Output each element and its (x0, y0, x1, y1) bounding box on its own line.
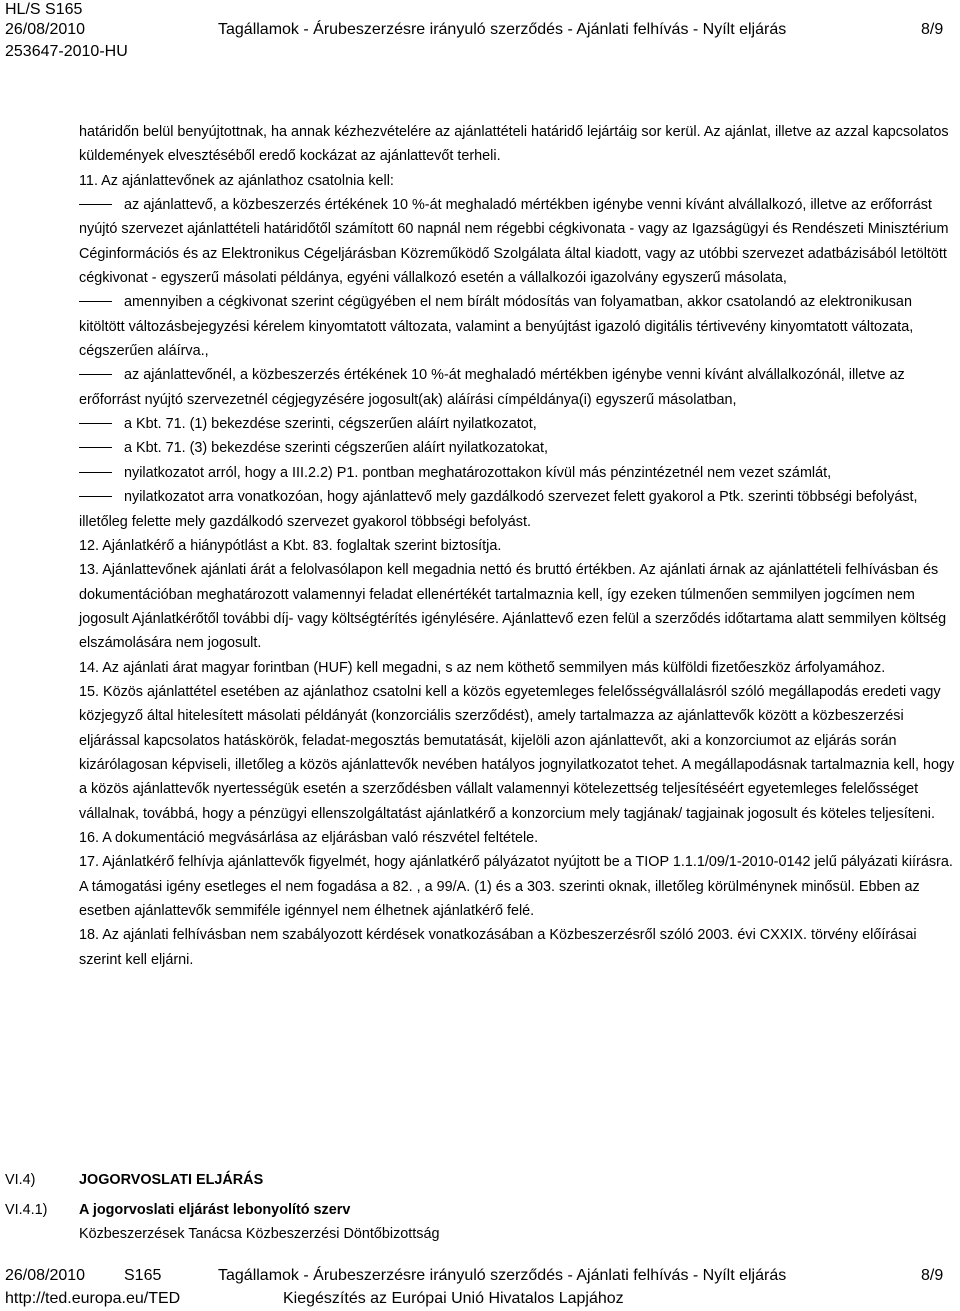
header-series: HL/S S165 (5, 1, 83, 18)
paragraph: 11. Az ajánlattevőnek az ajánlathoz csatolnia kell: (79, 172, 394, 189)
paragraph: 16. A dokumentáció megvásárlása az eljárásban való részvétel feltétele. (79, 829, 539, 846)
section-title-vi41: A jogorvoslati eljárást lebonyolító szerv (79, 1202, 351, 1218)
footer-page-number: 8/9 (921, 1267, 944, 1284)
bullet-item: a Kbt. 71. (3) bekezdése szerinti cégszerűen aláírt nyilatkozatokat, (79, 436, 955, 460)
paragraph: 14. Az ajánlati árat magyar forintban (HUF) kell megadni, s az nem köthető semmilyen más külföldi fizetőeszköz árfolyamához. (79, 659, 886, 676)
dash-bullet (79, 496, 112, 497)
header-title: Tagállamok - Árubeszerzésre irányuló szerződés - Ajánlati felhívás - Nyílt eljárás (218, 21, 787, 38)
section-number-vi41: VI.4.1) (5, 1202, 48, 1218)
dash-bullet (79, 447, 112, 448)
bullet-item: az ajánlattevő, a közbeszerzés értékének 10 %-át meghaladó mértékben igénybe venni kívánt alvállalkozó, illetve az erőforrást nyújtó szervezet ajánlattételi határidőtől számított 60 napnál nem régebbi cégkivonata - vagy az Igazságügyi és Rendészeti Minisztérium Céginformációs és az Elektronikus Cégeljárásban Közreműködő Szolgálata által kiadott, vagy az utóbbi szervezet adatbázisából letöltött cégkivonat - egyszerű másolati példánya, egyéni vállalkozó esetén a vállalkozói igazolvány egyszerű másolata, (79, 197, 949, 287)
paragraph: 15. Közös ajánlattétel esetében az ajánlathoz csatolni kell a közös egyetemleges felelősségvállalásról szóló megállapodás eredeti vagy közjegyző által hitelesített másolati példányát (konzorciális szerződést), amely tartalmazza az ajánlattevők között a közbeszerzési eljárással kapcsolatos hatáskörök, feladat-megosztás bemutatását, kijelöli azon ajánlattevőt, aki a konzorciumot az eljárás során kizárólagosan képviseli, illetőleg a közös ajánlattevők nevében hatályos jognyilatkozatot tehet. A megállapodásnak tartalmaznia kell, hogy a közös ajánlattevők nyertességük esetén a szerződésben vállalt valamennyi kötelezettség teljesítéséért egyetemleges felelősséget vállalnak, továbbá, hogy a pénzügyi ellenszolgáltatást ajánlatkérő a konzorcium mely tagjának/ tagjainak jogosult és köteles teljesíteni. (79, 683, 955, 822)
bullet-item: a Kbt. 71. (1) bekezdése szerinti, cégszerűen aláírt nyilatkozatot, (79, 412, 955, 436)
dash-bullet (79, 301, 112, 302)
section-value-vi41: Közbeszerzések Tanácsa Közbeszerzési Döntőbizottság (79, 1226, 440, 1242)
header-doc-id: 253647-2010-HU (5, 43, 128, 60)
bullet-item: az ajánlattevőnél, a közbeszerzés értékének 10 %-át meghaladó mértékben igénybe venni kívánt alvállalkozónál, illetve az erőforrást nyújtó szervezetnél cégjegyzésére jogosult(ak) aláírási címpéldánya(i) egyszerű másolatban, (79, 367, 905, 408)
footer-title: Tagállamok - Árubeszerzésre irányuló szerződés - Ajánlati felhívás - Nyílt eljárás (218, 1267, 787, 1284)
footer-series: S165 (124, 1267, 162, 1284)
paragraph: 17. Ajánlatkérő felhívja ajánlattevők figyelmét, hogy ajánlatkérő pályázatot nyújtott be a TIOP 1.1.1/09/1-2010-0142 jelű pályázati kiírásra. A támogatási igény esetleges el nem fogadása a 82. , a 99/A. (1) és a 303. szerinti oknak, illetőleg körülménynek minősül. Ebben az esetben ajánlattevők semmiféle igénnyel nem élhetnek ajánlatkérő felé. (79, 854, 953, 919)
dash-bullet (79, 423, 112, 424)
paragraph: 12. Ajánlatkérő a hiánypótlást a Kbt. 83. foglaltak szerint biztosítja. (79, 537, 502, 554)
bullet-item: amennyiben a cégkivonat szerint cégügyében el nem bírált módosítás van folyamatban, akkor csatolandó az elektronikusan kitöltött változásbejegyzési kérelem kinyomtatott változata, valamint a benyújtást igazoló digitális tértivevény kinyomtatott változata, cégszerűen aláírva., (79, 294, 914, 360)
footer-publisher: Kiegészítés az Európai Unió Hivatalos Lapjához (283, 1290, 624, 1307)
paragraph: határidőn belül benyújtottnak, ha annak kézhezvételére az ajánlattételi határidő lejártáig sor kerül. Az ajánlat, illetve az azzal kapcsolatos küldemények elvesztéséből eredő kockázat az ajánlattevőt terheli. (79, 124, 949, 165)
dash-bullet (79, 204, 112, 205)
footer-date: 26/08/2010 (5, 1267, 86, 1284)
dash-bullet (79, 374, 112, 375)
section-title-vi4: JOGORVOSLATI ELJÁRÁS (79, 1172, 264, 1188)
paragraph: 18. Az ajánlati felhívásban nem szabályozott kérdések vonatkozásában a Közbeszerzésről szóló 2003. évi CXXIX. törvény előírásai szerint kell eljárni. (79, 927, 917, 968)
document-body (79, 120, 955, 972)
footer-url[interactable]: http://ted.europa.eu/TED (5, 1290, 181, 1307)
header-page-number: 8/9 (921, 21, 944, 38)
bullet-item: nyilatkozatot arra vonatkozóan, hogy ajánlattevő mely gazdálkodó szervezet felett gyakorol a Ptk. szerinti többségi befolyást, illetőleg felette mely gazdálkodó szervezet gyakorol többségi befolyást. (79, 489, 918, 530)
dash-bullet (79, 472, 112, 473)
section-number-vi4: VI.4) (5, 1172, 36, 1188)
bullet-item: nyilatkozatot arról, hogy a III.2.2) P1. pontban meghatározottakon kívül más pénzintézetnél nem vezet számlát, (79, 461, 955, 485)
header-date: 26/08/2010 (5, 21, 86, 38)
paragraph: 13. Ajánlattevőnek ajánlati árát a felolvasólapon kell megadnia nettó és bruttó értékben. Az ajánlati árnak az ajánlattételi felhívásban és dokumentációban meghatározott valamennyi feladat ellenértékét tartalmaznia kell, így ezeken túlmenően semmilyen jogcímen nem jogosult Ajánlatkérőtől további díj- vagy költségtérítés igénylésére. Ajánlattevő ezen felül a szerződés időtartama alatt semmilyen költség elszámolására nem jogosult. (79, 562, 947, 652)
